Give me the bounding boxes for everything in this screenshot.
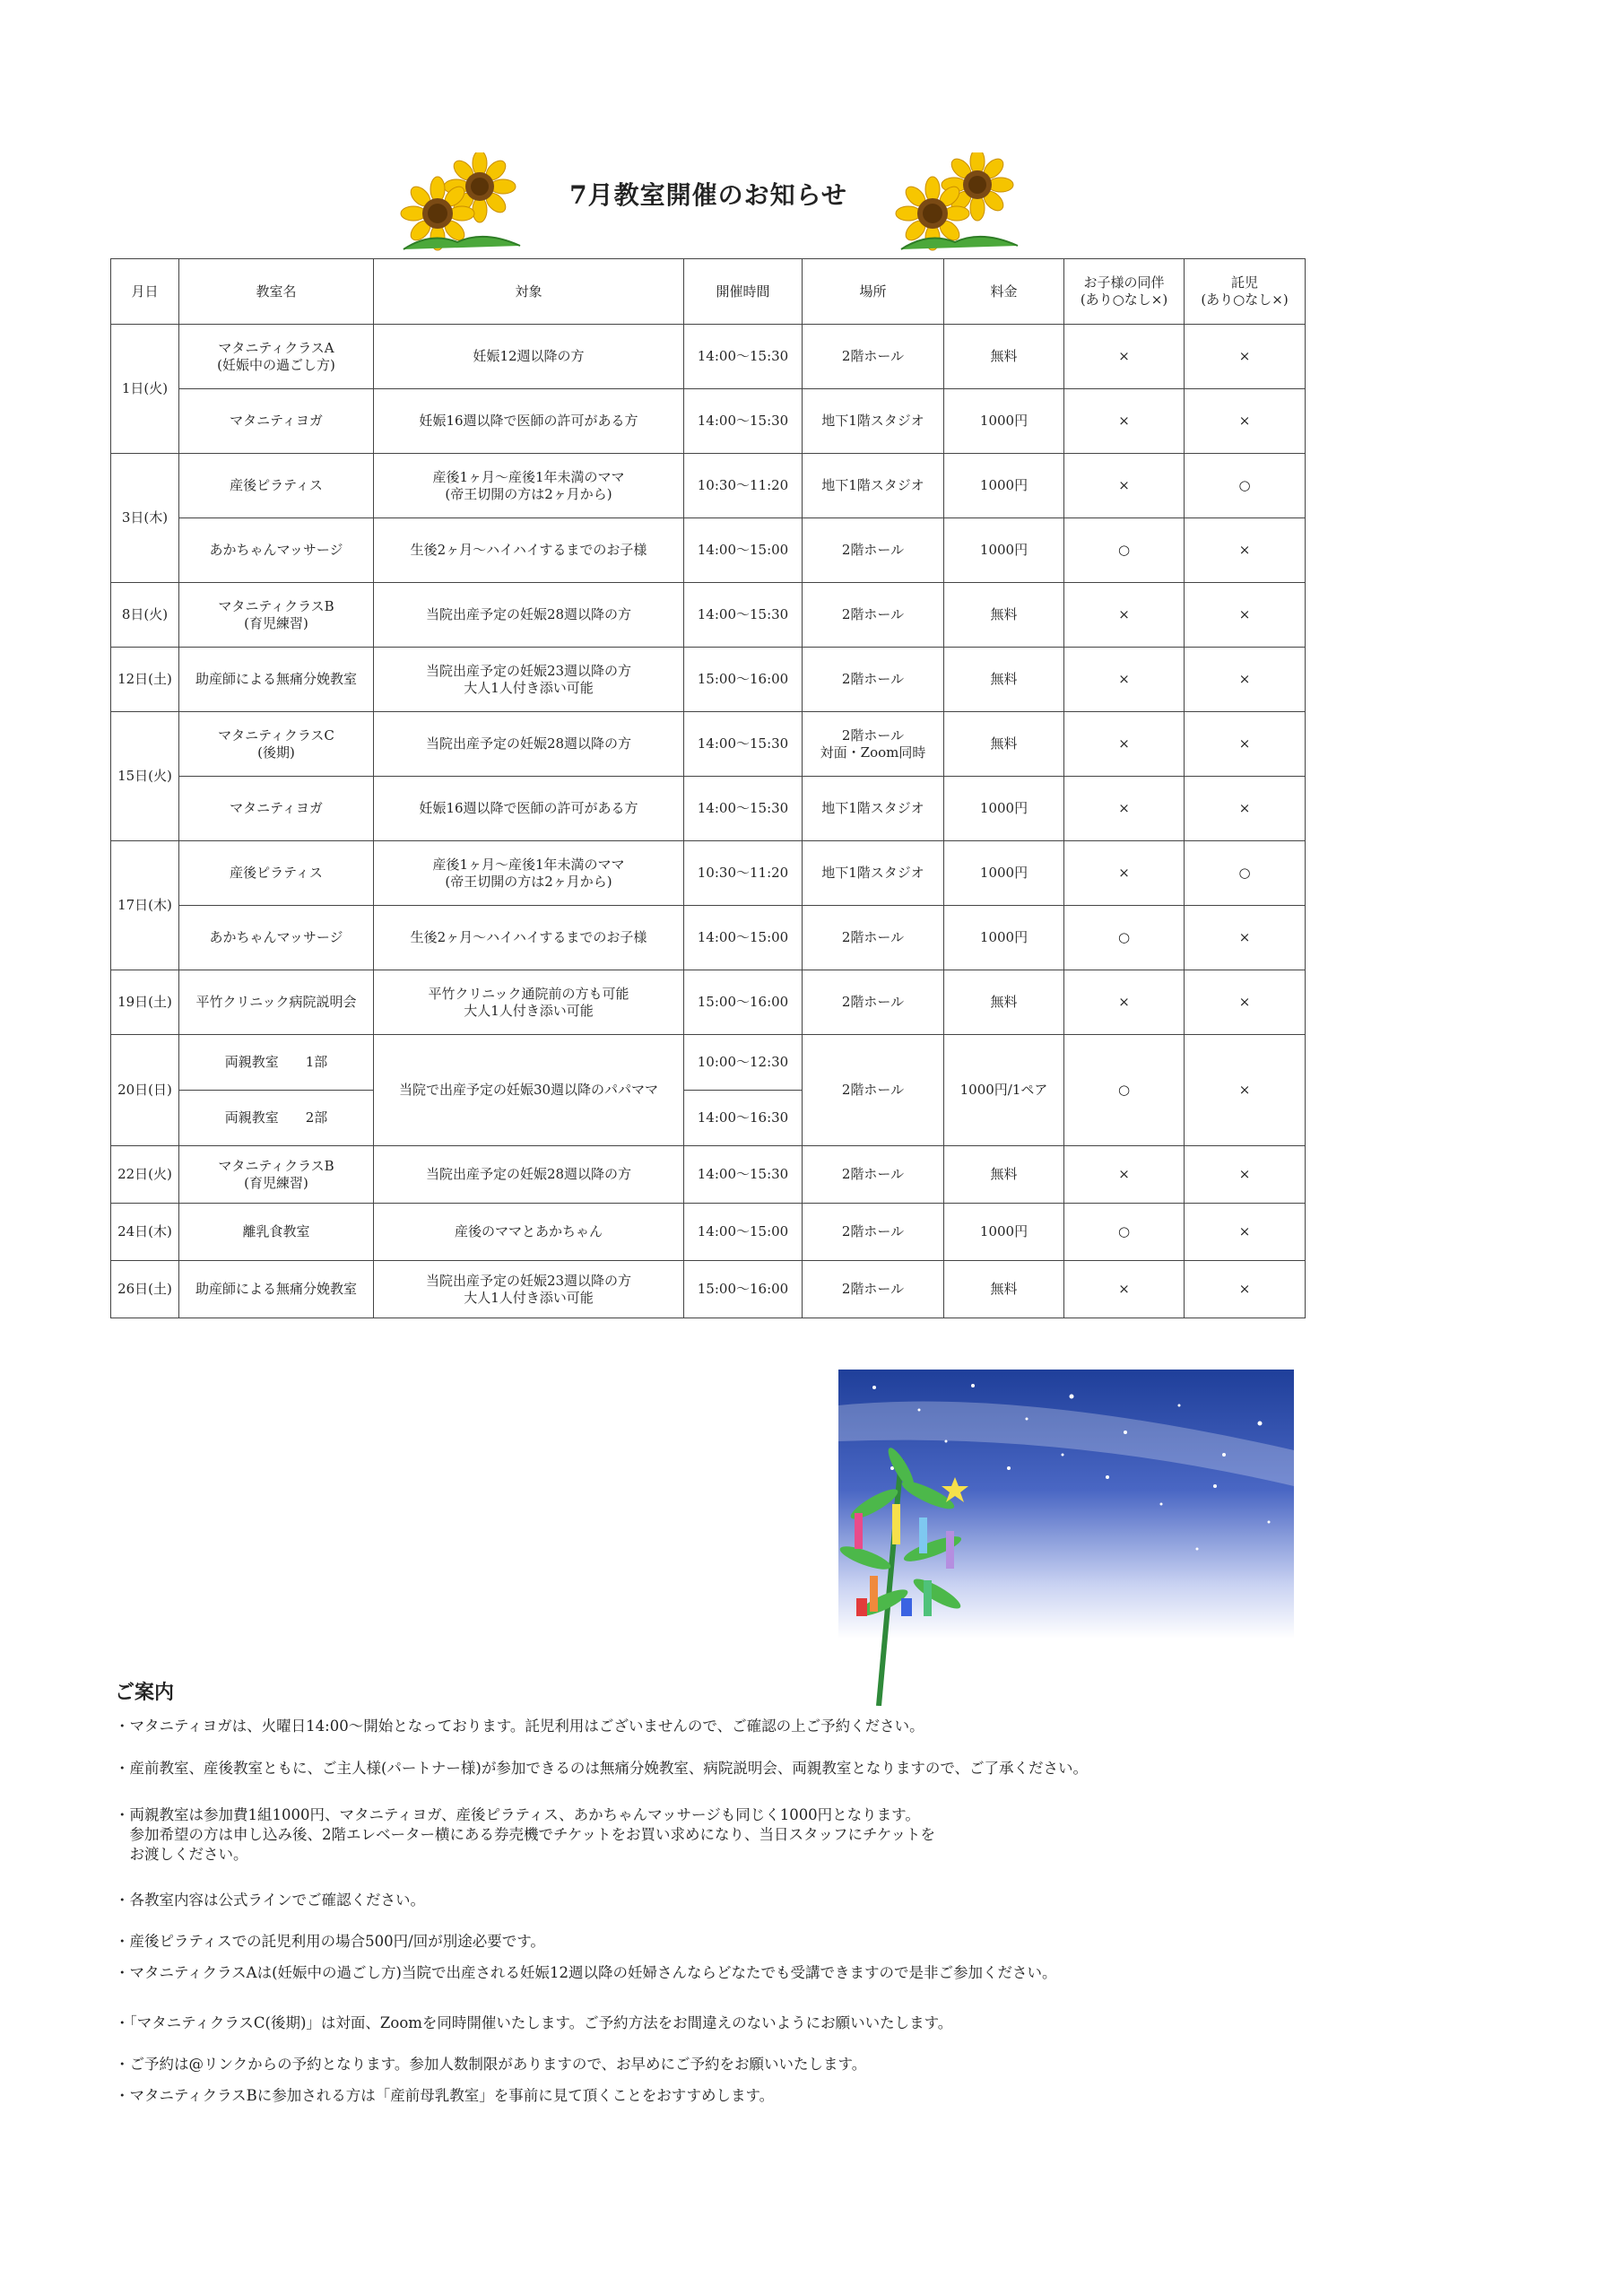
- notice-item: ・産前教室、産後教室ともに、ご主人様(パートナー様)が参加できるのは無痛分娩教室、病院説明会、両親教室となりますので、ご了承ください。: [115, 1760, 1089, 1777]
- target-cell: 妊娠16週以降で医師の許可がある方: [374, 389, 684, 454]
- child-cell: ×: [1064, 583, 1185, 648]
- date-cell: 12日(土): [111, 648, 179, 712]
- child-cell: ×: [1064, 712, 1185, 777]
- table-header-row: [111, 259, 1306, 325]
- class-name-cell: あかちゃんマッサージ: [179, 906, 374, 970]
- child-cell: ×: [1064, 1146, 1185, 1204]
- fee-cell: 1000円: [944, 906, 1064, 970]
- time-cell: 14:00～15:30: [684, 325, 803, 389]
- fee-cell: 無料: [944, 583, 1064, 648]
- table-row: [111, 583, 1306, 648]
- care-cell: ×: [1185, 389, 1306, 454]
- place-cell: 2階ホール 対面・Zoom同時: [803, 712, 944, 777]
- place-cell: 地下1階スタジオ: [803, 777, 944, 841]
- time-cell: 14:00～15:00: [684, 518, 803, 583]
- target-cell: 当院出産予定の妊娠28週以降の方: [374, 583, 684, 648]
- header-cell: 託児 (あり○なし×): [1185, 259, 1306, 325]
- table-row: [111, 777, 1306, 841]
- time-cell: 14:00～15:30: [684, 389, 803, 454]
- notice-heading: ご案内: [115, 1681, 175, 1704]
- care-cell: ×: [1185, 1035, 1306, 1146]
- class-name-cell: マタニティヨガ: [179, 389, 374, 454]
- notice-item: ・産後ピラティスでの託児利用の場合500円/回が別途必要です。: [115, 1933, 545, 1950]
- care-cell: ×: [1185, 325, 1306, 389]
- fee-cell: 無料: [944, 1261, 1064, 1318]
- fee-cell: 1000円: [944, 389, 1064, 454]
- place-cell: 2階ホール: [803, 583, 944, 648]
- date-cell: 17日(木): [111, 841, 179, 970]
- time-cell: 14:00～16:30: [684, 1091, 803, 1146]
- care-cell: ×: [1185, 777, 1306, 841]
- class-name-cell: あかちゃんマッサージ: [179, 518, 374, 583]
- care-cell: ×: [1185, 970, 1306, 1035]
- target-cell: 平竹クリニック通院前の方も可能 大人1人付き添い可能: [374, 970, 684, 1035]
- class-name-cell: マタニティクラスC (後期): [179, 712, 374, 777]
- class-name-cell: 両親教室 1部: [179, 1035, 374, 1091]
- child-cell: ○: [1064, 1035, 1185, 1146]
- fee-cell: 無料: [944, 648, 1064, 712]
- child-cell: ×: [1064, 325, 1185, 389]
- target-cell: 当院出産予定の妊娠23週以降の方 大人1人付き添い可能: [374, 648, 684, 712]
- notice-item: ・「マタニティクラスC(後期)」は対面、Zoomを同時開催いたします。ご予約方法をお間違えのないようにお願いいたします。: [115, 2014, 953, 2031]
- class-name-cell: 平竹クリニック病院説明会: [179, 970, 374, 1035]
- class-name-cell: 産後ピラティス: [179, 841, 374, 906]
- header-cell: お子様の同伴 (あり○なし×): [1064, 259, 1185, 325]
- place-cell: 2階ホール: [803, 906, 944, 970]
- notice-item: ・ご予約は@リンクからの予約となります。参加人数制限がありますので、お早めにご予約をお願いいたします。: [115, 2056, 867, 2073]
- sunflower-right-icon: [892, 152, 1027, 251]
- table-row: [111, 1261, 1306, 1318]
- target-cell: 産後1ヶ月～産後1年未満のママ (帝王切開の方は2ヶ月から): [374, 454, 684, 518]
- target-cell: 当院出産予定の妊娠23週以降の方 大人1人付き添い可能: [374, 1261, 684, 1318]
- target-cell: 生後2ヶ月～ハイハイするまでのお子様: [374, 518, 684, 583]
- table-row: [111, 841, 1306, 906]
- child-cell: ×: [1064, 777, 1185, 841]
- header-cell: 対象: [374, 259, 684, 325]
- place-cell: 地下1階スタジオ: [803, 454, 944, 518]
- date-cell: 22日(火): [111, 1146, 179, 1204]
- table-row: [111, 454, 1306, 518]
- fee-cell: 無料: [944, 970, 1064, 1035]
- table-row: [111, 1204, 1306, 1261]
- notice-item: ・マタニティヨガは、火曜日14:00～開始となっております。託児利用はございませんので、ご確認の上ご予約ください。: [115, 1718, 924, 1735]
- care-cell: ×: [1185, 518, 1306, 583]
- class-name-cell: マタニティクラスA (妊娠中の過ごし方): [179, 325, 374, 389]
- care-cell: ×: [1185, 648, 1306, 712]
- notice-section: [115, 1677, 1352, 2104]
- table-row: [111, 1146, 1306, 1204]
- time-cell: 14:00～15:00: [684, 906, 803, 970]
- place-cell: 2階ホール: [803, 970, 944, 1035]
- notice-item: ・両親教室は参加費1組1000円、マタニティヨガ、産後ピラティス、あかちゃんマッサージも同じく1000円となります。 参加希望の方は申し込み後、2階エレベーター横にある券売機でチケットをお買い求めになり、当日スタッフにチケットを お渡しください。: [115, 1806, 936, 1863]
- class-name-cell: マタニティクラスB (育児練習): [179, 583, 374, 648]
- fee-cell: 1000円: [944, 1204, 1064, 1261]
- header-cell: 開催時間: [684, 259, 803, 325]
- time-cell: 14:00～15:30: [684, 583, 803, 648]
- table-row: [111, 970, 1306, 1035]
- place-cell: 地下1階スタジオ: [803, 841, 944, 906]
- child-cell: ○: [1064, 906, 1185, 970]
- date-cell: 1日(火): [111, 325, 179, 454]
- class-name-cell: 助産師による無痛分娩教室: [179, 648, 374, 712]
- time-cell: 10:00～12:30: [684, 1035, 803, 1091]
- target-cell: 当院出産予定の妊娠28週以降の方: [374, 712, 684, 777]
- target-cell: 当院出産予定の妊娠28週以降の方: [374, 1146, 684, 1204]
- table-row: [111, 389, 1306, 454]
- child-cell: ×: [1064, 970, 1185, 1035]
- child-cell: ○: [1064, 1204, 1185, 1261]
- fee-cell: 1000円/1ペア: [944, 1035, 1064, 1146]
- time-cell: 14:00～15:30: [684, 1146, 803, 1204]
- class-name-cell: 助産師による無痛分娩教室: [179, 1261, 374, 1318]
- care-cell: ○: [1185, 454, 1306, 518]
- date-cell: 3日(木): [111, 454, 179, 583]
- notice-item: ・マタニティクラスAは(妊娠中の過ごし方)当院で出産される妊娠12週以降の妊婦さんならどなたでも受講できますので是非ご参加ください。: [115, 1964, 1057, 1981]
- fee-cell: 無料: [944, 712, 1064, 777]
- tanabata-illustration: [838, 1370, 1294, 1706]
- fee-cell: 無料: [944, 325, 1064, 389]
- date-cell: 8日(火): [111, 583, 179, 648]
- header-cell: 月日: [111, 259, 179, 325]
- table-row: [111, 648, 1306, 712]
- care-cell: ×: [1185, 583, 1306, 648]
- target-cell: 産後のママとあかちゃん: [374, 1204, 684, 1261]
- schedule-table: [110, 258, 1306, 1318]
- target-cell: 当院で出産予定の妊娠30週以降のパパママ: [374, 1035, 684, 1146]
- place-cell: 2階ホール: [803, 1261, 944, 1318]
- notice-item: ・各教室内容は公式ラインでご確認ください。: [115, 1892, 426, 1909]
- target-cell: 妊娠12週以降の方: [374, 325, 684, 389]
- date-cell: 15日(火): [111, 712, 179, 841]
- time-cell: 14:00～15:30: [684, 777, 803, 841]
- child-cell: ○: [1064, 518, 1185, 583]
- child-cell: ×: [1064, 454, 1185, 518]
- class-name-cell: マタニティクラスB (育児練習): [179, 1146, 374, 1204]
- child-cell: ×: [1064, 648, 1185, 712]
- date-cell: 26日(土): [111, 1261, 179, 1318]
- place-cell: 2階ホール: [803, 325, 944, 389]
- care-cell: ×: [1185, 712, 1306, 777]
- care-cell: ×: [1185, 1204, 1306, 1261]
- time-cell: 14:00～15:30: [684, 712, 803, 777]
- page-title: 7月教室開催のお知らせ: [569, 180, 847, 210]
- class-name-cell: 産後ピラティス: [179, 454, 374, 518]
- care-cell: ○: [1185, 841, 1306, 906]
- time-cell: 15:00～16:00: [684, 970, 803, 1035]
- place-cell: 地下1階スタジオ: [803, 389, 944, 454]
- child-cell: ×: [1064, 841, 1185, 906]
- date-cell: 24日(木): [111, 1204, 179, 1261]
- place-cell: 2階ホール: [803, 1035, 944, 1146]
- notice-item: ・マタニティクラスBに参加される方は「産前母乳教室」を事前に見て頂くことをおすすめします。: [115, 2087, 775, 2104]
- sunflower-left-icon: [395, 152, 529, 251]
- time-cell: 15:00～16:00: [684, 1261, 803, 1318]
- class-name-cell: 両親教室 2部: [179, 1091, 374, 1146]
- fee-cell: 1000円: [944, 841, 1064, 906]
- date-cell: 20日(日): [111, 1035, 179, 1146]
- class-name-cell: 離乳食教室: [179, 1204, 374, 1261]
- care-cell: ×: [1185, 1261, 1306, 1318]
- table-row: [111, 906, 1306, 970]
- place-cell: 2階ホール: [803, 1146, 944, 1204]
- child-cell: ×: [1064, 389, 1185, 454]
- fee-cell: 1000円: [944, 454, 1064, 518]
- table-row: [111, 712, 1306, 777]
- date-cell: 19日(土): [111, 970, 179, 1035]
- class-name-cell: マタニティヨガ: [179, 777, 374, 841]
- header-cell: 場所: [803, 259, 944, 325]
- header-cell: 教室名: [179, 259, 374, 325]
- care-cell: ×: [1185, 1146, 1306, 1204]
- time-cell: 15:00～16:00: [684, 648, 803, 712]
- place-cell: 2階ホール: [803, 1204, 944, 1261]
- place-cell: 2階ホール: [803, 648, 944, 712]
- fee-cell: 1000円: [944, 518, 1064, 583]
- care-cell: ×: [1185, 906, 1306, 970]
- header-cell: 料金: [944, 259, 1064, 325]
- target-cell: 妊娠16週以降で医師の許可がある方: [374, 777, 684, 841]
- table-row: [111, 325, 1306, 389]
- target-cell: 産後1ヶ月～産後1年未満のママ (帝王切開の方は2ヶ月から): [374, 841, 684, 906]
- child-cell: ×: [1064, 1261, 1185, 1318]
- time-cell: 14:00～15:00: [684, 1204, 803, 1261]
- fee-cell: 1000円: [944, 777, 1064, 841]
- fee-cell: 無料: [944, 1146, 1064, 1204]
- time-cell: 10:30～11:20: [684, 841, 803, 906]
- place-cell: 2階ホール: [803, 518, 944, 583]
- table-row: [111, 1035, 1306, 1091]
- table-row: [111, 518, 1306, 583]
- target-cell: 生後2ヶ月～ハイハイするまでのお子様: [374, 906, 684, 970]
- time-cell: 10:30～11:20: [684, 454, 803, 518]
